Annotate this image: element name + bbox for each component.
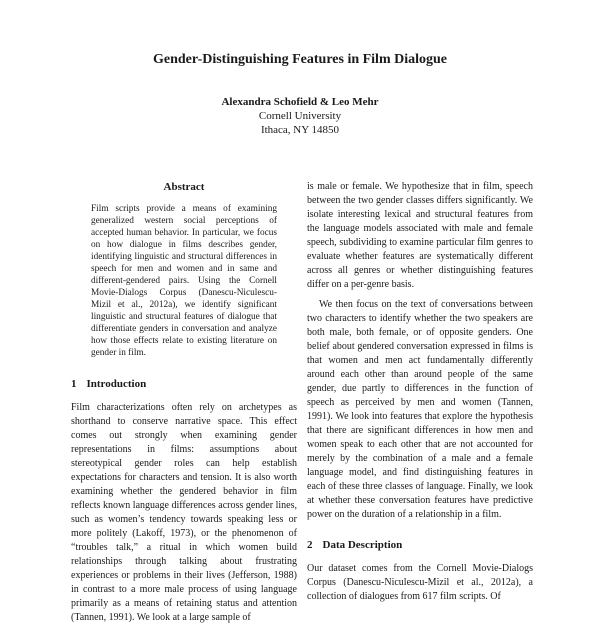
introduction-paragraph: We then focus on the text of conversations between two characters to identify whether the two speakers are both male, both female, or of opposite genders. One belief about gendered conversation expressed in films is that women and men act fundamentally differently around each other than around people of the same gender, due partly to differences in the function of speech as perceived by men and women (Tannen, 1991). We look into features that explore the hypothesis that there are significant differences in how men and women speak to each other that are not accounted for merely by the combination of a male and a female language model, and find distinguishing features in each of these three classes of language. Finally, we look at whether these conversation features have predictive power on the duration of a relationship in a film.: [307, 299, 533, 520]
section-number: 1: [71, 378, 77, 390]
section-heading-data-description: [307, 538, 533, 552]
section-heading-introduction: [71, 377, 297, 391]
location: Ithaca, NY 14850: [260, 124, 340, 136]
section-number: 2: [307, 539, 313, 551]
abstract-heading: Abstract: [163, 181, 205, 193]
author-block: [0, 95, 600, 137]
abstract-text: Film scripts provide a means of examining generalized western social perceptions of accepted human behavior. In particular, we focus on how dialogue in films describes gender, identifying linguistic and structural differences in speech for men and women and in same and different-gendered pairs. Using the Cornell Movie-Dialogs Corpus (Danescu-Niculescu-Mizil et al., 2012a), we identify significant linguistic and structural features of dialogue that differentiate genders in conversation and analyze how those effects relate to existing literature on gender in film.: [91, 204, 277, 358]
right-column: [307, 180, 533, 604]
affiliation: Cornell University: [258, 110, 342, 122]
left-column: [71, 180, 297, 625]
introduction-paragraph: Film characterizations often rely on archetypes as shorthand to conserve narrative space. This effect comes out strongly when examining gender representations in films: assumptions about stereotypical gender roles can help establish expectations for characters and tension. It is also worth examining whether the gendered behavior in film reflects known language differences across gender lines, such as women’s tendency towards speaking less or more politely (Lakoff, 1973), or the phenomenon of “troubles talk,” a ritual in which women build relationships through talking about frustrating experiences or problems in their lives (Jefferson, 1988) in contrast to a more male process of using language primarily as a means of retaining status and attention (Tannen, 1991). We look at a large sample of: [71, 402, 297, 623]
paper-title: Gender-Distinguishing Features in Film Dialogue: [152, 52, 447, 67]
author-names: Alexandra Schofield & Leo Mehr: [221, 96, 379, 108]
data-description-paragraph: Our dataset comes from the Cornell Movie-Dialogs Corpus (Danescu-Niculescu-Mizil et al., 2012a), a collection of dialogues from 617 film scripts. Of: [307, 563, 533, 602]
section-title: Data Description: [322, 539, 403, 551]
introduction-continuation: is male or female. We hypothesize that in film, speech between the two gender classes differs significantly. We isolate interesting lexical and structural features from the language models associated with male and female speech, subdividing to examine particular film genres to evaluate whether features are systematically different across all genres or whether distinguishing features differ on a per-genre basis.: [307, 181, 533, 290]
section-title: Introduction: [86, 378, 147, 390]
